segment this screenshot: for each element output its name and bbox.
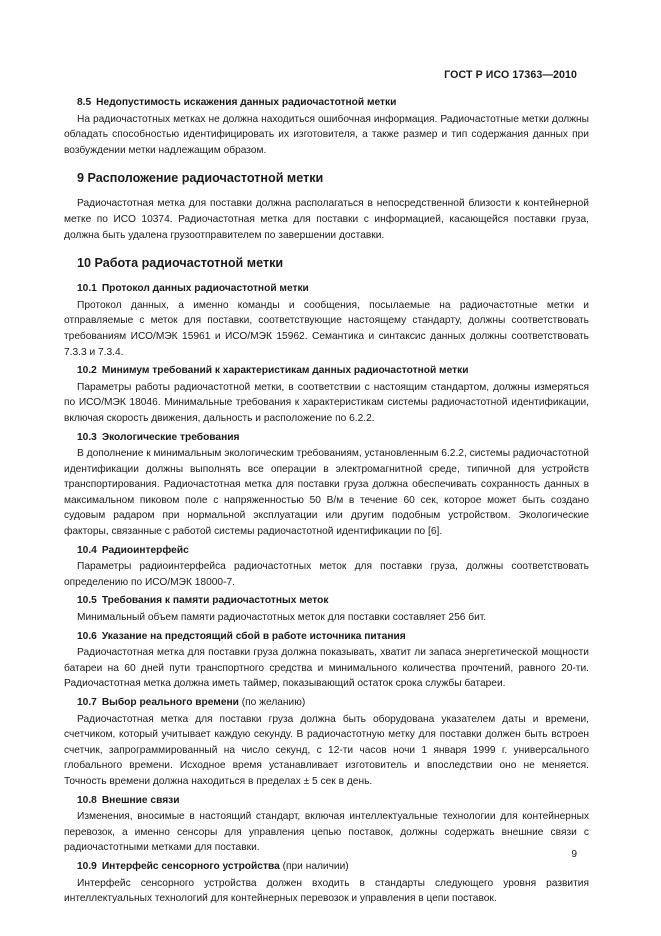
- subsection-title: Внешние связи: [101, 794, 180, 806]
- document-body: [64, 95, 589, 907]
- subsection-title: Выбор реального времени: [101, 697, 239, 708]
- page-number: 9: [571, 849, 577, 860]
- subsection-heading-10-3: [64, 430, 589, 446]
- subsection-heading-10-9: [64, 859, 589, 875]
- subsection-title: Экологические требования: [101, 431, 240, 443]
- subsection-number: 10.2: [77, 365, 97, 377]
- paragraph-10-5: Минимальный объем памяти радиочастотных меток для поставки составляет 256 бит.: [77, 612, 487, 624]
- paragraph-10-8: Изменения, вносимые в настоящий стандарт, включая интеллектуальные технологии для контейнерных перевозок, а именно сенсоры для управления цепью поставок, должны содержать внешние связи с радиочастотными метками для поставки.: [64, 811, 589, 854]
- subsection-number: 10.6: [77, 630, 97, 642]
- section-heading-10: 10 Работа радиочастотной метки: [77, 256, 284, 271]
- paragraph-10-7: Радиочастотная метка для поставки груза должна быть оборудована указателем даты и времени, счетчиком, который учитывает каждую секунду. В радиочастотную метку для поставки должен быть встроен счетчик, запрограммированный на число секунд, с 12-ти часов ночи 1 января 1999 г. универсального глобального времени. Исходное время устанавливает изготовитель и впоследствии оно не меняется. Точность времени должна находиться в пределах ± 5 сек в день.: [64, 713, 589, 787]
- subsection-title: Радиоинтерфейс: [101, 544, 189, 556]
- subsection-heading-10-2: [64, 363, 589, 379]
- paragraph-8-5: На радиочастотных метках не должна находиться ошибочная информация. Радиочастотные метки должны обладать способностью идентифицировать их изготовителя, а также размер и тип содержания данных при возбуждении метки надлежащим образом.: [64, 113, 589, 156]
- subsection-heading-10-5: [64, 593, 589, 609]
- subsection-heading-10-6: [64, 629, 589, 645]
- subsection-title: Недопустимость искажения данных радиочастотной метки: [96, 97, 397, 108]
- subsection-title: Минимум требований к характеристикам данных радиочастотной метки: [101, 365, 469, 377]
- subsection-heading-10-7: [64, 695, 589, 711]
- subsection-number: 10.9: [77, 860, 97, 872]
- paragraph-10-2: Параметры работы радиочастотной метки, в соответствии с настоящим стандартом, должны измеряться по ИСО/МЭК 18046. Минимальные требования к характеристикам системы радиочастотной идентификации, включая скорость движения, дальность и расположение по 6.2.2.: [64, 381, 589, 424]
- paragraph-10-3: В дополнение к минимальным экологическим требованиям, установленным 6.2.2, системы радиочастотной идентификации должны выполнять все операции в электромагнитной среде, типичной для устройств транспортирования. Радиочастотная метка для поставки груза должна обеспечивать сохранность данных в максимальном пиковом поле с напряженностью 50 В/м в течение 60 сек, которое может быть создано судовым радаром при нормальной эксплуатации или другим подобным устройством. Экологические факторы, связанные с работой системы радиочастотной идентификации по [6].: [64, 448, 589, 538]
- subsection-number: 10.8: [77, 794, 97, 806]
- subsection-number: 10.3: [77, 431, 97, 443]
- subsection-note: (по желанию): [241, 697, 306, 708]
- subsection-heading-8-5: [64, 95, 589, 111]
- subsection-heading-10-4: [64, 543, 589, 559]
- paragraph-9: Радиочастотная метка для поставки должна располагаться в непосредственной близости к контейнерной метке по ИСО 10374. Радиочастотная метка для поставки с информацией, касающейся поставки груза, должна быть удалена грузоотправителем по завершении доставки.: [64, 198, 589, 241]
- subsection-number: 10.1: [77, 283, 97, 295]
- subsection-title: Интерфейс сенсорного устройства: [101, 860, 280, 872]
- paragraph-10-4: Параметры радиоинтерфейса радиочастотных меток для поставки груза, должны соответствовать определению по ИСО/МЭК 18000-7.: [64, 561, 589, 588]
- subsection-number: 10.5: [77, 595, 97, 607]
- subsection-note: (при наличии): [282, 860, 349, 872]
- subsection-heading-10-8: [64, 793, 589, 809]
- subsection-title: Протокол данных радиочастотной метки: [101, 283, 309, 295]
- paragraph-10-1: Протокол данных, а именно команды и сообщения, посылаемые на радиочастотные метки и отправляемые с меток для поставки, соответствующие настоящему стандарту, должны соответствовать требованиям ИСО/МЭК 15961 и ИСО/МЭК 15962. Семантика и синтаксис данных должны соответствовать 7.3.3 и 7.3.4.: [64, 299, 589, 358]
- paragraph-10-6: Радиочастотная метка для поставки груза должна показывать, хватит ли запаса энергетической мощности батареи на 60 дней пути транспортного средства и минимального количества прочтений, равного 20-ти. Радиочастотная метка должна иметь таймер, показывающий остаток срока службы батареи.: [64, 647, 589, 690]
- subsection-number: 8.5: [77, 97, 92, 108]
- section-heading-9: 9 Расположение радиочастотной метки: [77, 171, 324, 186]
- subsection-number: 10.7: [77, 697, 97, 708]
- subsection-heading-10-1: [64, 281, 589, 297]
- paragraph-10-9: Интерфейс сенсорного устройства должен входить в стандарты следующего уровня развития интеллектуальных технологий для контейнерных перевозок и управления в цепи поставок.: [64, 877, 589, 905]
- subsection-title: Требования к памяти радиочастотных меток: [101, 595, 329, 607]
- subsection-number: 10.4: [77, 544, 97, 556]
- subsection-title: Указание на предстоящий сбой в работе источника питания: [101, 630, 406, 642]
- document-header: ГОСТ Р ИСО 17363—2010: [444, 69, 577, 81]
